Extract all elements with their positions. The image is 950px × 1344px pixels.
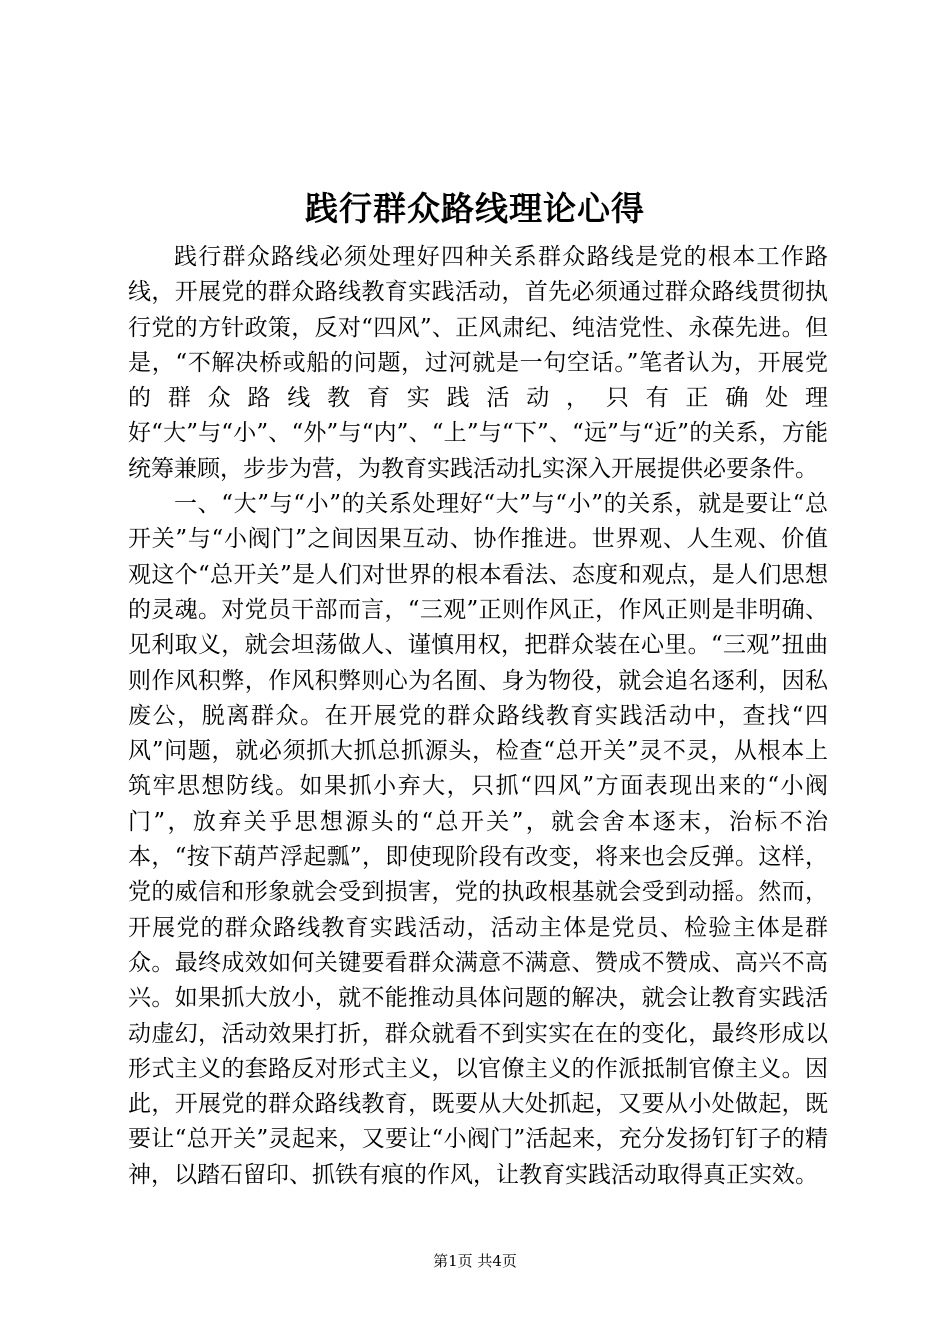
page-number-footer: 第1页 共4页 xyxy=(433,1252,517,1270)
paragraph-intro: 践行群众路线必须处理好四种关系群众路线是党的根本工作路线，开展党的群众路线教育实践活动，首先必须通过群众路线贯彻执行党的方针政策，反对“四风”、正风肃纪、纯洁党性、永葆先进。但是，“不解决桥或船的问题，过河就是一句空话。”笔者认为，开展党的群众路线教育实践活动，只有正确处理好“大”与“小”、“外”与“内”、“上”与“下”、“远”与“近”的关系，方能统筹兼顾，步步为营，为教育实践活动扎实深入开展提供必要条件。 xyxy=(128,244,828,482)
page-title: 践行群众路线理论心得 xyxy=(305,189,645,228)
paragraph-section-one: 一、“大”与“小”的关系处理好“大”与“小”的关系，就是要让“总开关”与“小阀门”之间因果互动、协作推进。世界观、人生观、价值观这个“总开关”是人们对世界的根本看法、态度和观点，是人们思想的灵魂。对党员干部而言，“三观”正则作风正，作风正则是非明确、见利取义，就会坦荡做人、谨慎用权，把群众装在心里。“三观”扭曲则作风积弊，作风积弊则心为名囿、身为物役，就会追名逐利，因私废公，脱离群众。在开展党的群众路线教育实践活动中，查找“四风”问题，就必须抓大抓总抓源头，检查“总开关”灵不灵，从根本上筑牢思想防线。如果抓小弃大，只抓“四风”方面表现出来的“小阀门”，放弃关乎思想源头的“总开关”，就会舍本逐末，治标不治本，“按下葫芦浮起瓢”，即使现阶段有改变，将来也会反弹。这样，党的威信和形象就会受到损害，党的执政根基就会受到动摇。然而，开展党的群众路线教育实践活动，活动主体是党员、检验主体是群众。最终成效如何关键要看群众满意不满意、赞成不赞成、高兴不高兴。如果抓大放小，就不能推动具体问题的解决，就会让教育实践活动虚幻，活动效果打折，群众就看不到实实在在的变化，最终形成以形式主义的套路反对形式主义，以官僚主义的作派抵制官僚主义。因此，开展党的群众路线教育，既要从大处抓起，又要从小处做起，既要让“总开关”灵起来，又要让“小阀门”活起来，充分发扬钉钉子的精神，以踏石留印、抓铁有痕的作风，让教育实践活动取得真正实效。 xyxy=(128,491,828,1188)
document-body xyxy=(128,240,828,1193)
